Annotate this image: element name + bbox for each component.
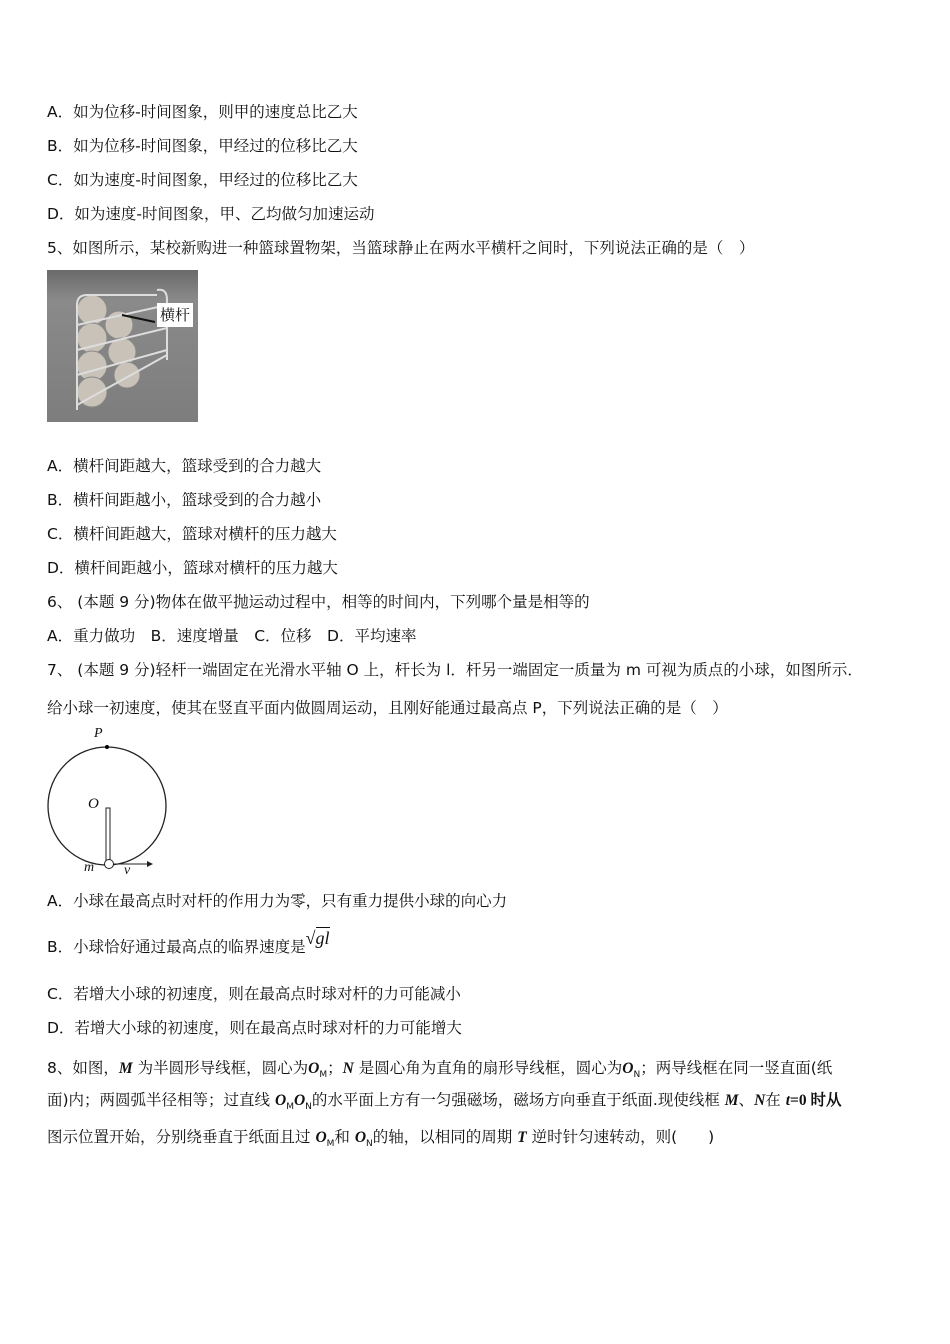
- var-m: M: [118, 1060, 133, 1077]
- text: =0 时从: [790, 1092, 842, 1109]
- q7-option-b-text: B．小球恰好通过最高点的临界速度是: [47, 938, 306, 956]
- text: 和: [334, 1128, 355, 1146]
- var-m: M: [724, 1092, 739, 1109]
- text: 的水平面上方有一匀强磁场，磁场方向垂直于纸面.现使线框: [311, 1091, 725, 1109]
- q4-option-c: C．如为速度-时间图象，甲经过的位移比乙大: [47, 171, 358, 189]
- q7-stem-line1: 7、 (本题 9 分)轻杆一端固定在光滑水平轴 O 上，杆长为 l．杆另一端固定一质量为 m 可视为质点的小球，如图所示．: [47, 661, 863, 679]
- q4-option-a: A．如为位移-时间图象，则甲的速度总比乙大: [47, 103, 358, 121]
- text: 在: [765, 1091, 786, 1109]
- sub-m: M: [319, 1070, 328, 1081]
- crossbar-label: 横杆: [157, 303, 193, 327]
- var-t: t: [785, 1092, 791, 1109]
- q6-options: A．重力做功 B．速度增量 C．位移 D．平均速率: [47, 627, 417, 645]
- sub-n: N: [305, 1102, 312, 1113]
- text: 逆时针匀速转动，则( ): [531, 1128, 715, 1146]
- var-o: O: [622, 1060, 634, 1077]
- var-o: O: [354, 1129, 367, 1146]
- text: 图示位置开始，分别绕垂直于纸面且过: [47, 1128, 316, 1146]
- point-o-label: O: [88, 796, 99, 812]
- var-o: O: [315, 1129, 327, 1146]
- q5-option-c: C．横杆间距越大，篮球对横杆的压力越大: [47, 525, 337, 543]
- velocity-v-label: v: [124, 863, 131, 878]
- var-o: O: [274, 1092, 287, 1109]
- var-period-t: T: [517, 1129, 527, 1146]
- mass-m-label: m: [84, 860, 95, 875]
- sub-n: N: [633, 1070, 641, 1081]
- text: 面)内；两圆弧半径相等；过直线: [47, 1091, 275, 1109]
- point-p-label: P: [94, 726, 103, 741]
- text: 是圆心角为直角的扇形导线框，圆心为: [358, 1059, 623, 1077]
- q7-option-c: C．若增大小球的初速度，则在最高点时球对杆的力可能减小: [47, 985, 461, 1003]
- text: ；: [327, 1059, 343, 1077]
- q4-option-d: D．如为速度-时间图象，甲、乙均做匀加速运动: [47, 205, 375, 223]
- q4-option-b: B．如为位移-时间图象，甲经过的位移比乙大: [47, 137, 358, 155]
- sqrt-expression: gl: [315, 928, 330, 948]
- sub-m: M: [286, 1102, 294, 1113]
- basketball-rack-photo: [47, 270, 198, 422]
- sub-m: M: [326, 1139, 335, 1150]
- var-n: N: [342, 1060, 354, 1077]
- q7-option-d: D．若增大小球的初速度，则在最高点时球对杆的力可能增大: [47, 1019, 462, 1037]
- text: 的轴，以相同的周期: [372, 1128, 518, 1146]
- q7-option-b: [47, 928, 330, 957]
- text: 、: [738, 1091, 755, 1109]
- q8-stem-line2: [47, 1090, 841, 1117]
- q8-stem-line3: [47, 1127, 714, 1154]
- q5-stem: 5、如图所示，某校新购进一种篮球置物架，当篮球静止在两水平横杆之间时，下列说法正确的是（ ）: [47, 239, 755, 257]
- text: ；两导线框在同一竖直面(纸: [640, 1059, 833, 1077]
- q8-stem-line1: [47, 1058, 832, 1085]
- var-n: N: [754, 1092, 766, 1109]
- text: 8、如图，: [47, 1059, 119, 1077]
- var-o: O: [308, 1060, 320, 1077]
- text: 为半圆形导线框，圆心为: [137, 1059, 309, 1077]
- q5-option-a: A．横杆间距越大，篮球受到的合力越大: [47, 457, 322, 475]
- q6-stem: 6、 (本题 9 分)物体在做平抛运动过程中，相等的时间内，下列哪个量是相等的: [47, 593, 590, 611]
- sqrt-icon: √gl: [305, 928, 330, 948]
- sub-n: N: [366, 1139, 373, 1150]
- q5-option-d: D．横杆间距越小，篮球对横杆的压力越大: [47, 559, 338, 577]
- circle-motion-diagram: [44, 726, 164, 885]
- var-o: O: [293, 1092, 306, 1109]
- q5-option-b: B．横杆间距越小，篮球受到的合力越小: [47, 491, 322, 509]
- q7-stem-line2: 给小球一初速度，使其在竖直平面内做圆周运动，且刚好能通过最高点 P，下列说法正确的是（ ）: [47, 699, 728, 717]
- q7-option-a: A．小球在最高点时对杆的作用力为零，只有重力提供小球的向心力: [47, 892, 508, 910]
